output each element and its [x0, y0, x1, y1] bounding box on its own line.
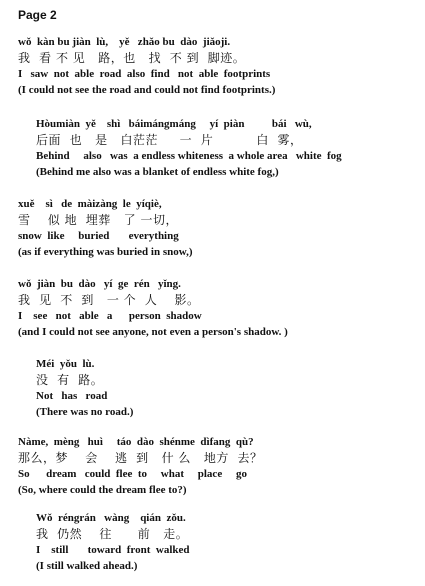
hanzi-line: 后面 也 是 白茫茫 一 片 白 雾， [36, 133, 303, 147]
stanza-1 [18, 34, 275, 98]
translation-line: (So, where could the dream flee to?) [18, 484, 187, 496]
pinyin-line: wǒ jiàn bu dào yí ge rén yǐng. [18, 278, 181, 290]
pinyin-line: wǒ kàn bu jiàn lù, yě zhǎo bu dào jiǎoji. [18, 36, 231, 48]
hanzi-line: 没 有 路。 [36, 373, 104, 387]
gloss-line: Not has road [36, 390, 108, 402]
page-title: Page 2 [18, 8, 57, 22]
translation-line: (and I could not see anyone, not even a person's shadow. ) [18, 326, 288, 338]
translation-line: (I could not see the road and could not find footprints.) [18, 84, 276, 96]
translation-line: (Behind me also was a blanket of endless white fog,) [36, 166, 279, 178]
hanzi-line: 我 看 不 见 路，也 找 不 到 脚迹。 [18, 51, 246, 65]
pinyin-line: xuě sì de màizàng le yíqiè, [18, 198, 162, 210]
stanza-2 [36, 116, 342, 180]
gloss-line: I see not able a person shadow [18, 310, 202, 322]
gloss-line: snow like buried everything [18, 230, 179, 242]
hanzi-line: 雪 似 地 埋葬 了 一切， [18, 213, 178, 227]
stanza-3 [18, 196, 193, 260]
stanza-4 [18, 276, 288, 340]
hanzi-line: 我 见 不 到 一 个 人 影。 [18, 293, 200, 307]
translation-line: (There was no road.) [36, 406, 134, 418]
stanza-6 [18, 434, 262, 498]
gloss-line: Behind also was a endless whiteness a whole area white fog [36, 150, 342, 162]
pinyin-line: Wǒ réngrán wàng qián zǒu. [36, 512, 186, 524]
gloss-line: So dream could flee to what place go [18, 468, 247, 480]
hanzi-line: 我 仍然 往 前 走。 [36, 527, 189, 541]
pinyin-line: Méi yǒu lù. [36, 358, 95, 370]
gloss-line: I saw not able road also find not able footprints [18, 68, 271, 80]
gloss-line: I still toward front walked [36, 544, 190, 556]
stanza-7 [36, 510, 190, 574]
translation-line: (as if everything was buried in snow,) [18, 246, 193, 258]
pinyin-line: Nàme, mèng huì táo dào shénme dìfang qù? [18, 436, 254, 448]
hanzi-line: 那么，梦 会 逃 到 什 么 地方 去？ [18, 451, 263, 465]
stanza-5 [36, 356, 133, 420]
pinyin-line: Hòumiàn yě shì báimángmáng yí piàn bái wù, [36, 118, 312, 130]
translation-line: (I still walked ahead.) [36, 560, 138, 572]
